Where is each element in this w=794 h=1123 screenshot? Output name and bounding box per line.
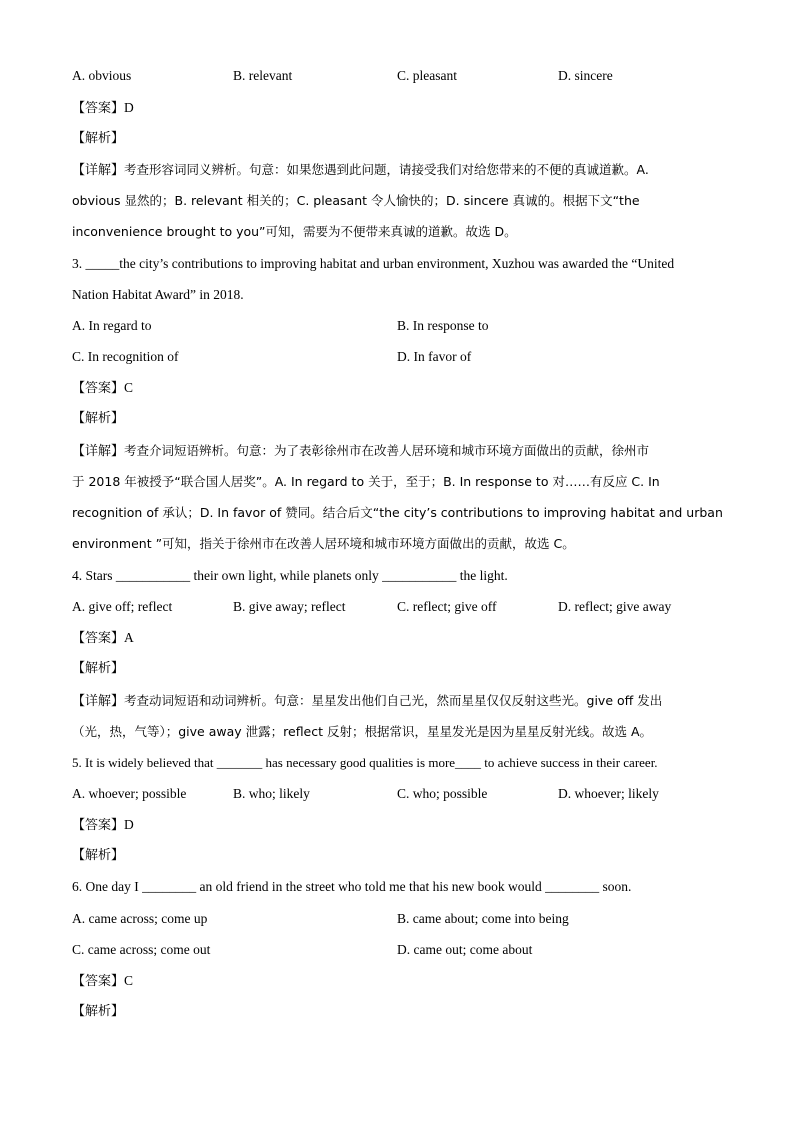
q6-option-b: B. came about; come into being xyxy=(397,911,569,926)
q6-stem: 6. One day I ________ an old friend in the street who told me that his new book would ________ soon. xyxy=(72,879,632,894)
answer-value: C xyxy=(124,380,134,395)
q2-option-a: A. obvious xyxy=(72,68,132,83)
q2-analysis-label: 【解析】 xyxy=(72,131,125,146)
q5-option-d: D. whoever; likely xyxy=(558,786,659,801)
q4-analysis-label: 【解析】 xyxy=(72,661,125,676)
q3-option-a: A. In regard to xyxy=(72,318,152,333)
q4-option-d: D. reflect; give away xyxy=(558,599,672,614)
q5-option-c: C. who; possible xyxy=(397,786,488,801)
q5-stem: 5. It is widely believed that _______ has necessary good qualities is more____ to achieve success in their career. xyxy=(72,755,658,770)
q2-option-c: C. pleasant xyxy=(397,68,457,83)
answer-label: 【答案】 xyxy=(72,101,125,116)
q3-answer xyxy=(72,379,133,398)
q3-stem-line-1: 3. _____the city’s contributions to improving habitat and urban environment, Xuzhou was awarded the “United xyxy=(72,256,675,271)
answer-label: 【答案】 xyxy=(72,381,125,396)
q3-detail-line-2: 于 2018 年被授予“联合国人居奖”。A. In regard to 关于，至于；B. In response to 对……有反应 C. In xyxy=(72,474,660,489)
q4-detail-line-2: （光，热，气等）；give away 泄露；reflect 反射；根据常识，星星发光是因为星星反射光线。故选 A。 xyxy=(72,724,653,739)
q5-analysis-label: 【解析】 xyxy=(72,848,125,863)
q3-option-c: C. In recognition of xyxy=(72,349,179,364)
q5-option-a: A. whoever; possible xyxy=(72,786,187,801)
answer-value: C xyxy=(124,973,134,988)
q6-analysis-label: 【解析】 xyxy=(72,1004,125,1019)
detail-label: 【详解】 xyxy=(72,694,125,709)
q2-detail-line-1 xyxy=(72,161,649,180)
q6-option-d: D. came out; come about xyxy=(397,942,533,957)
q2-answer xyxy=(72,99,134,118)
q3-analysis-label: 【解析】 xyxy=(72,411,125,426)
answer-label: 【答案】 xyxy=(72,631,125,646)
q6-answer xyxy=(72,972,133,991)
q3-detail-line-1 xyxy=(72,442,649,461)
q6-option-a: A. came across; come up xyxy=(72,911,208,926)
q4-option-b: B. give away; reflect xyxy=(233,599,346,614)
q3-option-b: B. In response to xyxy=(397,318,489,333)
q2-detail-line-2: obvious 显然的；B. relevant 相关的；C. pleasant 令人愉快的；D. sincere 真诚的。根据下文“the xyxy=(72,193,640,208)
q3-detail-line-3: recognition of 承认；D. In favor of 赞同。结合后文“the city’s contributions to improving habitat and urban xyxy=(72,505,723,520)
detail-text: 考查介词短语辨析。句意：为了表彰徐州市在改善人居环境和城市环境方面做出的贡献，徐州市 xyxy=(124,443,650,458)
q2-detail-line-3: inconvenience brought to you”可知，需要为不便带来真诚的道歉。故选 D。 xyxy=(72,224,517,239)
q2-option-d: D. sincere xyxy=(558,68,613,83)
detail-label: 【详解】 xyxy=(72,444,125,459)
answer-label: 【答案】 xyxy=(72,818,125,833)
q4-answer xyxy=(72,629,134,648)
q4-option-c: C. reflect; give off xyxy=(397,599,497,614)
q2-option-b: B. relevant xyxy=(233,68,293,83)
q3-stem-line-2: Nation Habitat Award” in 2018. xyxy=(72,287,244,302)
answer-value: A xyxy=(124,630,134,645)
q3-detail-line-4: environment ”可知，指关于徐州市在改善人居环境和城市环境方面做出的贡献，故选 C。 xyxy=(72,536,575,551)
q5-answer xyxy=(72,816,134,835)
q4-option-a: A. give off; reflect xyxy=(72,599,173,614)
answer-value: D xyxy=(124,100,134,115)
q5-option-b: B. who; likely xyxy=(233,786,310,801)
q4-stem: 4. Stars ___________ their own light, while planets only ___________ the light. xyxy=(72,568,508,583)
q4-detail-line-1 xyxy=(72,692,662,711)
answer-label: 【答案】 xyxy=(72,974,125,989)
q3-option-d: D. In favor of xyxy=(397,349,472,364)
detail-text: 考查形容词同义辨析。句意：如果您遇到此问题，请接受我们对给您带来的不便的真诚道歉。A. xyxy=(124,162,649,177)
q6-option-c: C. came across; come out xyxy=(72,942,211,957)
detail-text: 考查动词短语和动词辨析。句意：星星发出他们自己光，然而星星仅仅反射这些光。give off 发出 xyxy=(124,693,663,708)
detail-label: 【详解】 xyxy=(72,163,125,178)
answer-value: D xyxy=(124,817,134,832)
